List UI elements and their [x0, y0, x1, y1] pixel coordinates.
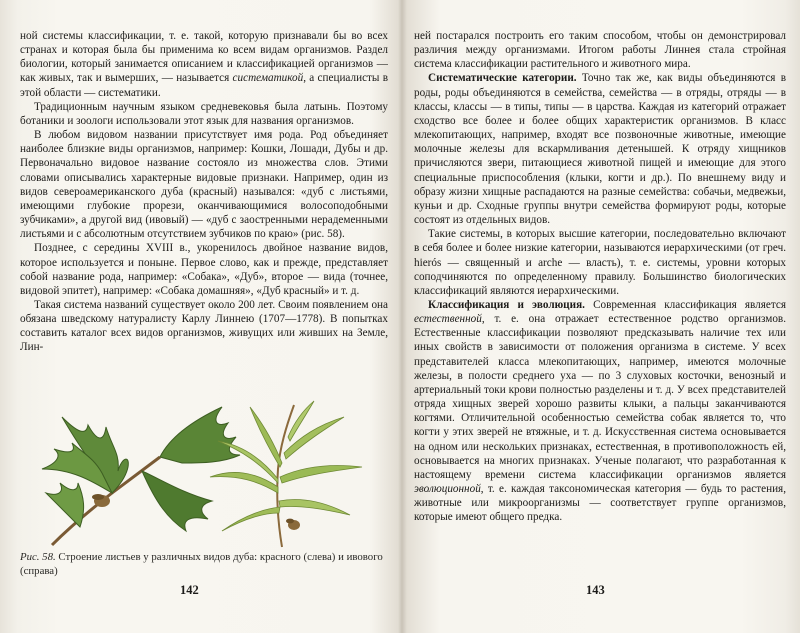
paragraph-text: В любом видовом названии присутствует имя рода. Род объединяет наиболее близкие виды организмов, например: Кошки, Лошади, Дубы и др. Первоначально видовое название состояло из множества слов. Этими словами описывались характерные видовые признаки. Например, один из видов североамериканского дуба (красный) назывался: «дуб с листьями, имеющими глубокие прорези, оканчивающимися волосоподобными зубчиками», а другой вид (ивовый) — «дуб с заостренными нерадеменными листьями и с абсолютным отсутствием зубчиков по краю» (рис. 58). [20, 129, 388, 241]
paragraph-p3 [20, 128, 388, 241]
left-page-text [20, 29, 388, 355]
willow-oak-branch [210, 401, 362, 547]
emphasized-term: естественной [414, 313, 482, 326]
red-oak-branch [42, 407, 240, 545]
paragraph-text: , т. е. каждая таксономическая категория — будь то растения, животные или микроорганизмы — соответствует группе организмов, которые имеют общего предка. [414, 483, 786, 524]
paragraph-p4 [20, 241, 388, 298]
section-heading: Классификация и эволюция. [428, 298, 585, 311]
figure-oak-leaves [32, 397, 382, 549]
left-page [20, 0, 388, 633]
paragraph-r1 [414, 29, 786, 71]
figure-caption [20, 551, 388, 578]
paragraph-text: ней постарался построить его таким способом, чтобы он демонстрировал различия между организмами. Итогом работы Линнея стала стройная система классификации растительного и животного мира. [414, 30, 786, 71]
paragraph-text: , а специалисты в этой области — систематики. [20, 72, 388, 99]
page-number-right: 143 [586, 583, 605, 597]
figure-caption-label: Рис. 58. [20, 551, 56, 563]
figure-caption-text: Строение листьев у различных видов дуба: красного (слева) и ивового (справа) [20, 551, 383, 577]
paragraph-p5 [20, 298, 388, 355]
page-number-left: 142 [180, 583, 199, 597]
paragraph-text: Современная классификация является [584, 298, 786, 311]
paragraph-text: ной системы классификации, т. е. такой, которую признавали бы во всех странах и которая была бы применима ко всем видам организмов. Раздел биологии, который занимается описанием и классификацией организмов — как живых, так и вымерших, — называется [20, 30, 388, 85]
oak-leaves-illustration [32, 397, 382, 549]
paragraph-text: Позднее, с середины XVIII в., укоренилось двойное название видов, которое используется и поныне. Первое слово, как и прежде, представляет собой название рода, например: «Собака», «Дуб», второе — вида (точнее, видовой эпитет), например: «Собака домашняя», «Дуб красный» и т. д. [20, 242, 388, 297]
paragraph-r3 [414, 227, 786, 298]
paragraph-r4 [414, 298, 786, 525]
paragraph-text: Такая система названий существует около 200 лет. Своим появлением она обязана шведскому натуралисту Карлу Линнею (1707—1778). В попытках составить каталог всех видов организмов, живущих или живших на Земле, Лин- [20, 298, 388, 354]
paragraph-text: Точно так же, как виды объединяются в роды, роды объединяются в семейства, семейства — в отряды, отряды — в классы, классы — в типы, типы — в царства. Каждая из категорий отражает сходство все более и более общих характеристик организмов. В класс млекопитающих, например, входят все позвоночные животные, имеющие молочные железы для вскармливания детенышей. К отряду хищников причисляются звери, питающиеся животной пищей и имеющие для этого специальные приспособления (клыки, когти и др.). По внешнему виду и образу жизни хищные распадаются на разные семейства: собачьи, медвежьи, куньи и др. Сходные группы внутри семейства формируют роды, которые состоят из отдельных видов. [414, 72, 786, 227]
paragraph-text: , т. е. она отражает естественное родство организмов. Естественные классификации позволяют предсказывать наличие тех или иных свойств в зависимости от положения организма в системе. У всех представителей класса млекопитающих, например, имеются молочные железы, в полости среднего уха — по 3 слуховых косточки, венозный и артериальный токи крови полностью разделены и т. д. У всех представителей отряда хищных зверей хорошо развиты клыки, а пальцы заканчиваются когтями. Отличительной особенностью семейства собак является то, что когти у этих зверей не втяжные, и т. д. Искусственная система основывается на одном или нескольких признаках, естественная, в противоположность ей, основывается на многих признаках. Ученые полагают, что разработанная к настоящему времени система классификации организмов является [414, 313, 786, 481]
paragraph-p2 [20, 100, 388, 128]
emphasized-term: эволюционной [414, 483, 481, 495]
right-page [414, 0, 786, 633]
paragraph-text: Традиционным научным языком средневековья была латынь. Поэтому ботаники и зоологи использовали этот язык для названия организмов. [20, 100, 388, 127]
paragraph-text: Такие системы, в которых высшие категории, последовательно включают в себя более и более низкие категории, называются иерархическими (от греч. hierós — священный и arche — власть), т. е. системы, уровни которых соподчиняются по определенному правилу. Большинство биологических классификаций являются иерархическими. [414, 228, 786, 297]
paragraph-p1 [20, 29, 388, 100]
right-page-text [414, 29, 786, 524]
section-heading: Систематические категории. [428, 72, 577, 85]
emphasized-term: систематикой [232, 72, 304, 85]
paragraph-r2 [414, 71, 786, 227]
